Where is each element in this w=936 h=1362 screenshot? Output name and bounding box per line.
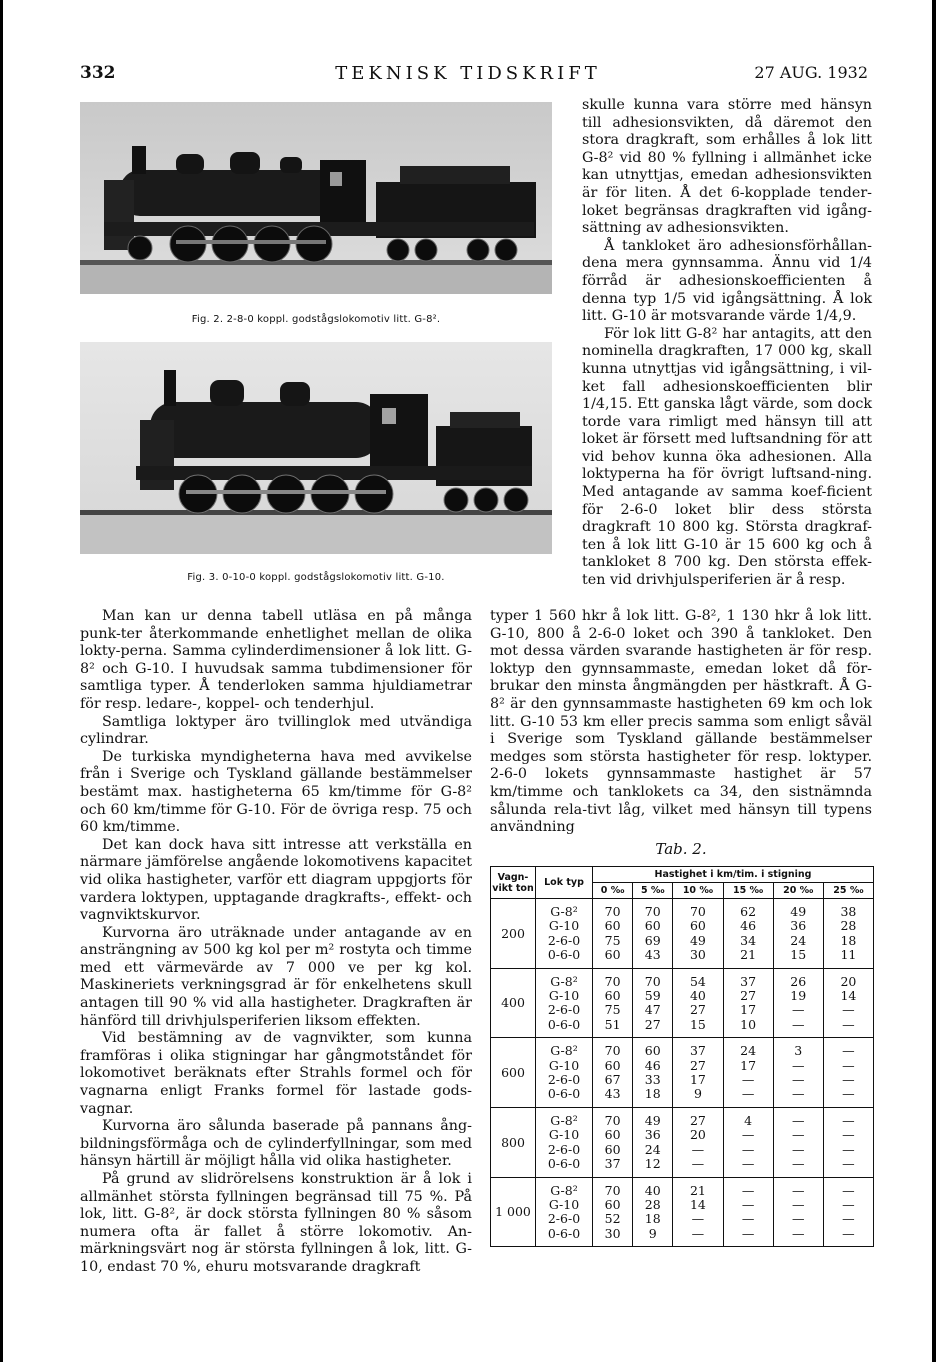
body-text-left <box>80 608 472 1277</box>
speed-value: 54 <box>689 973 706 989</box>
table-cell-speeds <box>633 1107 673 1177</box>
speed-value: 11 <box>840 947 857 963</box>
loco-type: 2-6-0 <box>547 1002 581 1018</box>
speed-value: — <box>691 1156 705 1172</box>
speed-value: — <box>791 1057 805 1073</box>
loco-type: 2-6-0 <box>547 1211 581 1227</box>
speed-value: 60 <box>604 918 621 934</box>
speed-value: 51 <box>604 1016 621 1032</box>
speed-value: — <box>791 1002 805 1018</box>
table-cell-types <box>536 968 593 1038</box>
table-cell-speeds <box>633 1177 673 1247</box>
speed-value: — <box>741 1156 755 1172</box>
speed-value: — <box>842 1156 855 1172</box>
speed-value: — <box>741 1196 755 1212</box>
table-cell-speeds <box>723 1107 773 1177</box>
table-caption: Tab. 2. <box>655 840 707 858</box>
speed-value: — <box>741 1072 755 1088</box>
speed-value: 33 <box>644 1072 661 1088</box>
table-cell-speeds <box>593 1177 633 1247</box>
body-text-right-bottom <box>490 608 872 837</box>
figure-caption: Fig. 3. 0-10-0 koppl. godstågslokomotiv litt. G-10. <box>187 572 445 583</box>
paragraph: Det kan dock hava sitt intresse att verkställa en närmare jämförelse angående lokomotivens kapacitet vid olika hastigheter, varför ett diagram uppgjorts för vardera loktypen, upptagande dragkrafts-, effekt- och vagnviktskurvor. <box>80 836 472 924</box>
speed-value: — <box>842 1182 855 1198</box>
speed-value: 75 <box>604 932 621 948</box>
speed-value: — <box>791 1086 805 1102</box>
table-cell-weight: 800 <box>491 1107 536 1177</box>
speed-value: 43 <box>604 1086 621 1102</box>
speed-value: 18 <box>644 1086 661 1102</box>
speed-value: 20 <box>689 1127 706 1143</box>
table-cell-speeds <box>723 968 773 1038</box>
journal-title: TEKNISK TIDSKRIFT <box>335 63 601 84</box>
paragraph: Kurvorna äro sålunda baserade på pannans ång-bildningsförmåga och de cylinderfyllningar, som med hänsyn härtill är möjligt hålla vid olika hastigheter. <box>80 1118 472 1170</box>
speed-value: 21 <box>689 1182 706 1198</box>
table-header-type: Lok typ <box>536 867 593 899</box>
table-cell-speeds <box>823 1107 873 1177</box>
speed-value: 46 <box>740 918 757 934</box>
page-edge-right <box>932 0 936 1362</box>
speed-value: 27 <box>689 1002 706 1018</box>
paragraph: Vid bestämning av de vagnvikter, som kunna framföras i olika stigningar har gångmotståndet för lokomotivet beräknats efter Strahls formel och för vagnarna enligt Franks formel för lastade gods-vagnar. <box>80 1030 472 1117</box>
speed-value: 70 <box>644 904 661 919</box>
table-cell-speeds <box>823 1177 873 1247</box>
speed-value: — <box>842 1127 855 1143</box>
speed-value: 49 <box>790 904 807 919</box>
speed-value: — <box>842 1086 855 1102</box>
speed-value: 75 <box>604 1002 621 1018</box>
speed-value: — <box>842 1072 855 1088</box>
loco-type: 2-6-0 <box>547 1072 581 1088</box>
loco-type: 0-6-0 <box>547 1225 581 1241</box>
loco-type: 0-6-0 <box>547 1016 581 1032</box>
speed-value: 28 <box>644 1196 661 1212</box>
table-cell-types <box>536 1038 593 1108</box>
loco-type: G-8² <box>550 904 578 919</box>
speed-table <box>490 866 874 1247</box>
speed-value: — <box>842 1016 855 1032</box>
table-cell-speeds <box>593 899 633 969</box>
speed-value: 17 <box>740 1002 757 1018</box>
page-number: 332 <box>80 63 116 83</box>
speed-value: — <box>791 1072 805 1088</box>
table-cell-speeds <box>773 1177 823 1247</box>
table-cell-speeds <box>593 1107 633 1177</box>
table-row <box>491 899 874 969</box>
speed-value: — <box>691 1225 705 1241</box>
table-cell-speeds <box>593 968 633 1038</box>
figure-caption: Fig. 2. 2-8-0 koppl. godstågslokomotiv litt. G-8². <box>191 314 441 325</box>
speed-value: 34 <box>740 932 757 948</box>
speed-value: 70 <box>689 904 706 919</box>
table-header-gradient: 25 ‰ <box>823 883 873 899</box>
speed-value: 60 <box>644 1043 661 1059</box>
table-row <box>491 1107 874 1177</box>
speed-value: 9 <box>648 1225 657 1241</box>
speed-value: 24 <box>740 1043 757 1059</box>
table-cell-speeds <box>673 899 723 969</box>
speed-value: — <box>791 1225 805 1241</box>
table-header-gradient: 5 ‰ <box>633 883 673 899</box>
speed-value: 49 <box>644 1112 661 1128</box>
table-cell-speeds <box>723 899 773 969</box>
table-cell-speeds <box>823 1038 873 1108</box>
loco-type: G-10 <box>548 918 580 934</box>
speed-value: 28 <box>840 918 857 934</box>
speed-value: 15 <box>790 947 807 963</box>
table-row <box>491 1177 874 1247</box>
speed-value: — <box>691 1211 705 1227</box>
speed-value: 52 <box>604 1211 621 1227</box>
table-row <box>491 968 874 1038</box>
speed-value: 60 <box>689 918 706 934</box>
speed-value: — <box>842 1211 855 1227</box>
table-cell-speeds <box>633 968 673 1038</box>
speed-value: 46 <box>644 1057 661 1073</box>
table-header-gradient: 10 ‰ <box>673 883 723 899</box>
loco-type: G-10 <box>548 1057 580 1073</box>
speed-value: 18 <box>644 1211 661 1227</box>
table-header-weight: Vagn-vikt ton <box>491 867 536 899</box>
speed-value: 24 <box>644 1141 661 1157</box>
paragraph: skulle kunna vara större med hänsyn till adhesionsvikten, då däremot den stora dragkraft, som erhålles å lok litt G-8² vid 80 % fyllning i allmänhet icke kan utnyttjas, emedan adhesionsvikten är för liten. Å det 6-kopplade tender-loket begränsas dragkraften vid igång-sättning av adhesionsvikten. <box>582 97 872 237</box>
speed-value: 60 <box>604 1127 621 1143</box>
paragraph: typer 1 560 hkr å lok litt. G-8², 1 130 hkr å lok litt. G-10, 800 å 2-6-0 loket och 390 å tankloket. Den mot dessa värden svarande hastigheten är för resp. loktyp den gynnsammaste, emedan loket då för-brukar den minsta ångmängden per hästkraft. Å G-8² är den gynnsammaste hastigheten 69 km och lok litt. G-10 53 km eller precis samma som enligt såväl i Sverige som Tyskland gällande bestämmelser medges som största hastigheter för resp. loktyper. 2-6-0 lokets gynnsammaste hastighet är 57 km/timme och tanklokets ca 34, den sistnämnda sålunda rela-tivt låg, vilket med hänsyn till typens användning <box>490 608 872 836</box>
speed-value: 27 <box>644 1016 661 1032</box>
table-cell-types <box>536 899 593 969</box>
table-cell-weight: 600 <box>491 1038 536 1108</box>
paragraph: Man kan ur denna tabell utläsa en på många punk-ter återkommande enhetlighet mellan de olika lokty-perna. Samma cylinderdimensioner å lok litt. G-8² och G-10. I huvudsak samma tubdimensioner för samtliga typer. Å tenderloken samma hjuldiametrar för resp. ledare-, koppel- och tenderhjul. <box>80 608 472 712</box>
speed-value: 18 <box>840 932 857 948</box>
table-cell-speeds <box>773 1038 823 1108</box>
speed-value: 4 <box>744 1112 753 1128</box>
speed-value: — <box>842 1225 855 1241</box>
speed-value: 60 <box>644 918 661 934</box>
loco-type: 0-6-0 <box>547 1156 581 1172</box>
speed-value: 24 <box>790 932 807 948</box>
speed-value: — <box>791 1141 805 1157</box>
table-cell-speeds <box>723 1038 773 1108</box>
speed-value: 3 <box>794 1043 803 1059</box>
table-cell-weight: 1 000 <box>491 1177 536 1247</box>
speed-value: 47 <box>644 1002 661 1018</box>
loco-type: G-10 <box>548 988 580 1004</box>
loco-type: 2-6-0 <box>547 932 581 948</box>
table-body <box>491 899 874 1247</box>
speed-value: 30 <box>689 947 706 963</box>
speed-value: 69 <box>644 932 661 948</box>
locomotive-photo-fig3 <box>80 342 552 554</box>
speed-value: — <box>842 1141 855 1157</box>
speed-value: — <box>791 1127 805 1143</box>
speed-value: 43 <box>644 947 661 963</box>
speed-value: 10 <box>740 1016 757 1032</box>
table-cell-speeds <box>773 899 823 969</box>
table-cell-speeds <box>823 899 873 969</box>
speed-value: 27 <box>740 988 757 1004</box>
speed-value: — <box>791 1016 805 1032</box>
speed-value: 37 <box>740 973 757 989</box>
speed-value: 62 <box>740 904 757 919</box>
speed-value: 60 <box>604 988 621 1004</box>
speed-value: — <box>741 1182 755 1198</box>
speed-value: 70 <box>604 973 621 989</box>
paragraph: På grund av slidrörelsens konstruktion är å lok i allmänhet största fyllningen begränsad till 75 %. På lok, litt. G-8², är dock största fyllningen 80 % såsom numera ofta är fallet å större lokomotiv. An-märkningsvärt nog är största fyllningen å lok, litt. G-10, endast 70 %, ehuru motsvarande dragkraft <box>80 1171 472 1275</box>
speed-value: — <box>791 1196 805 1212</box>
speed-value: 17 <box>689 1072 706 1088</box>
table-row <box>491 1038 874 1108</box>
speed-value: — <box>741 1211 755 1227</box>
speed-value: 70 <box>644 973 661 989</box>
speed-value: 60 <box>604 1057 621 1073</box>
speed-value: — <box>842 1002 855 1018</box>
speed-value: 70 <box>604 904 621 919</box>
speed-value: — <box>842 1057 855 1073</box>
speed-value: — <box>791 1112 805 1128</box>
speed-value: — <box>741 1225 755 1241</box>
speed-value: 36 <box>790 918 807 934</box>
loco-type: G-8² <box>550 1112 578 1128</box>
loco-type: G-8² <box>550 1182 578 1198</box>
table-cell-weight: 400 <box>491 968 536 1038</box>
paragraph: De turkiska myndigheterna hava med avvikelse från i Sverige och Tyskland gällande bestämmelser bestämt max. hastigheterna 65 km/timme för G-8² och 60 km/timme för G-10. För de övriga resp. 75 och 60 km/timme. <box>80 748 472 836</box>
table-cell-speeds <box>673 968 723 1038</box>
page-edge-left <box>0 0 3 1362</box>
speed-value: 40 <box>644 1182 661 1198</box>
speed-value: 30 <box>604 1225 621 1241</box>
table-header-gradient: 15 ‰ <box>723 883 773 899</box>
speed-value: — <box>842 1196 855 1212</box>
table-cell-speeds <box>633 899 673 969</box>
speed-value: 14 <box>840 988 857 1004</box>
speed-value: 14 <box>689 1196 706 1212</box>
table-cell-speeds <box>773 968 823 1038</box>
speed-value: — <box>842 1043 855 1059</box>
speed-value: 38 <box>840 904 857 919</box>
table-cell-speeds <box>633 1038 673 1108</box>
speed-value: 9 <box>693 1086 702 1102</box>
table-cell-speeds <box>773 1107 823 1177</box>
speed-value: 37 <box>604 1156 621 1172</box>
loco-type: G-10 <box>548 1127 580 1143</box>
speed-value: 70 <box>604 1182 621 1198</box>
speed-value: 70 <box>604 1112 621 1128</box>
speed-value: 12 <box>644 1156 661 1172</box>
paragraph: Å tankloket äro adhesionsförhållan-dena mera gynnsamma. Ännu vid 1/4 förråd är adhesionskoefficienten å denna typ 1/5 vid igångsättning. Å lok litt. G-10 är motsvarande värde 1/4,9. <box>582 237 872 325</box>
table-header-gradient: 0 ‰ <box>593 883 633 899</box>
speed-value: 21 <box>740 947 757 963</box>
speed-value: 49 <box>689 932 706 948</box>
speed-value: — <box>791 1182 805 1198</box>
table-cell-speeds <box>823 968 873 1038</box>
loco-type: 0-6-0 <box>547 947 581 963</box>
speed-value: 67 <box>604 1072 621 1088</box>
speed-value: 17 <box>740 1057 757 1073</box>
loco-type: G-8² <box>550 1043 578 1059</box>
speed-value: 15 <box>689 1016 706 1032</box>
table-header-gradient: 20 ‰ <box>773 883 823 899</box>
speed-value: — <box>791 1156 805 1172</box>
speed-value: 60 <box>604 1141 621 1157</box>
loco-type: G-10 <box>548 1196 580 1212</box>
speed-value: — <box>791 1211 805 1227</box>
table-cell-speeds <box>673 1038 723 1108</box>
table-cell-speeds <box>673 1177 723 1247</box>
speed-value: 27 <box>689 1057 706 1073</box>
speed-value: — <box>691 1141 705 1157</box>
table-cell-speeds <box>723 1177 773 1247</box>
issue-date: 27 AUG. 1932 <box>754 63 868 82</box>
speed-value: — <box>741 1127 755 1143</box>
table-cell-types <box>536 1107 593 1177</box>
speed-value: — <box>741 1086 755 1102</box>
speed-value: 26 <box>790 973 807 989</box>
locomotive-photo-fig2 <box>80 102 552 294</box>
speed-value: 40 <box>689 988 706 1004</box>
paragraph: Samtliga loktyper äro tvillinglok med utvändiga cylindrar. <box>80 713 472 748</box>
speed-value: — <box>741 1141 755 1157</box>
speed-value: 60 <box>604 947 621 963</box>
table-cell-weight: 200 <box>491 899 536 969</box>
speed-value: 27 <box>689 1112 706 1128</box>
speed-value: 60 <box>604 1196 621 1212</box>
speed-value: 36 <box>644 1127 661 1143</box>
paragraph: Kurvorna äro uträknade under antagande av en ansträngning av 500 kg kol per m² rostyta och timme med ett värmevärde av 7 000 ve per kg kol. Maskineriets verkningsgrad är för enkelhetens skull antagen till 90 % vid alla hastigheter. Dragkraften är hänförd till drivhjulsperiferien liksom effekten. <box>80 924 472 1029</box>
speed-value: 70 <box>604 1043 621 1059</box>
loco-type: 2-6-0 <box>547 1141 581 1157</box>
body-text-right-top <box>582 97 872 590</box>
table-cell-types <box>536 1177 593 1247</box>
table-cell-speeds <box>673 1107 723 1177</box>
speed-value: — <box>842 1112 855 1128</box>
table-cell-speeds <box>593 1038 633 1108</box>
paragraph: För lok litt G-8² har antagits, att den nominella dragkraften, 17 000 kg, skall kunna utnyttjas vid igångsättning, i vil-ket fall adhesionskoefficienten blir 1/4,15. Ett ganska lågt värde, som dock torde vara rimligt med hänsyn till att loket är försett med luftsandning för att vid behov kunna öka adhesionen. Alla loktyperna ha för övrigt luftsand-ning. Med antagande av samma koef-ficient för 2-6-0 loket blir dess största dragkraft 10 800 kg. Största dragkraf-ten å lok litt G-10 är 15 600 kg och å tankloket 8 700 kg. Den största effek-ten vid drivhjulsperiferien är å resp. <box>582 325 872 589</box>
speed-value: 59 <box>644 988 661 1004</box>
loco-type: G-8² <box>550 973 578 989</box>
loco-type: 0-6-0 <box>547 1086 581 1102</box>
table-header-speed: Hastighet i km/tim. i stigning <box>593 867 874 883</box>
speed-value: 20 <box>840 973 857 989</box>
speed-value: 37 <box>689 1043 706 1059</box>
speed-value: 19 <box>790 988 807 1004</box>
